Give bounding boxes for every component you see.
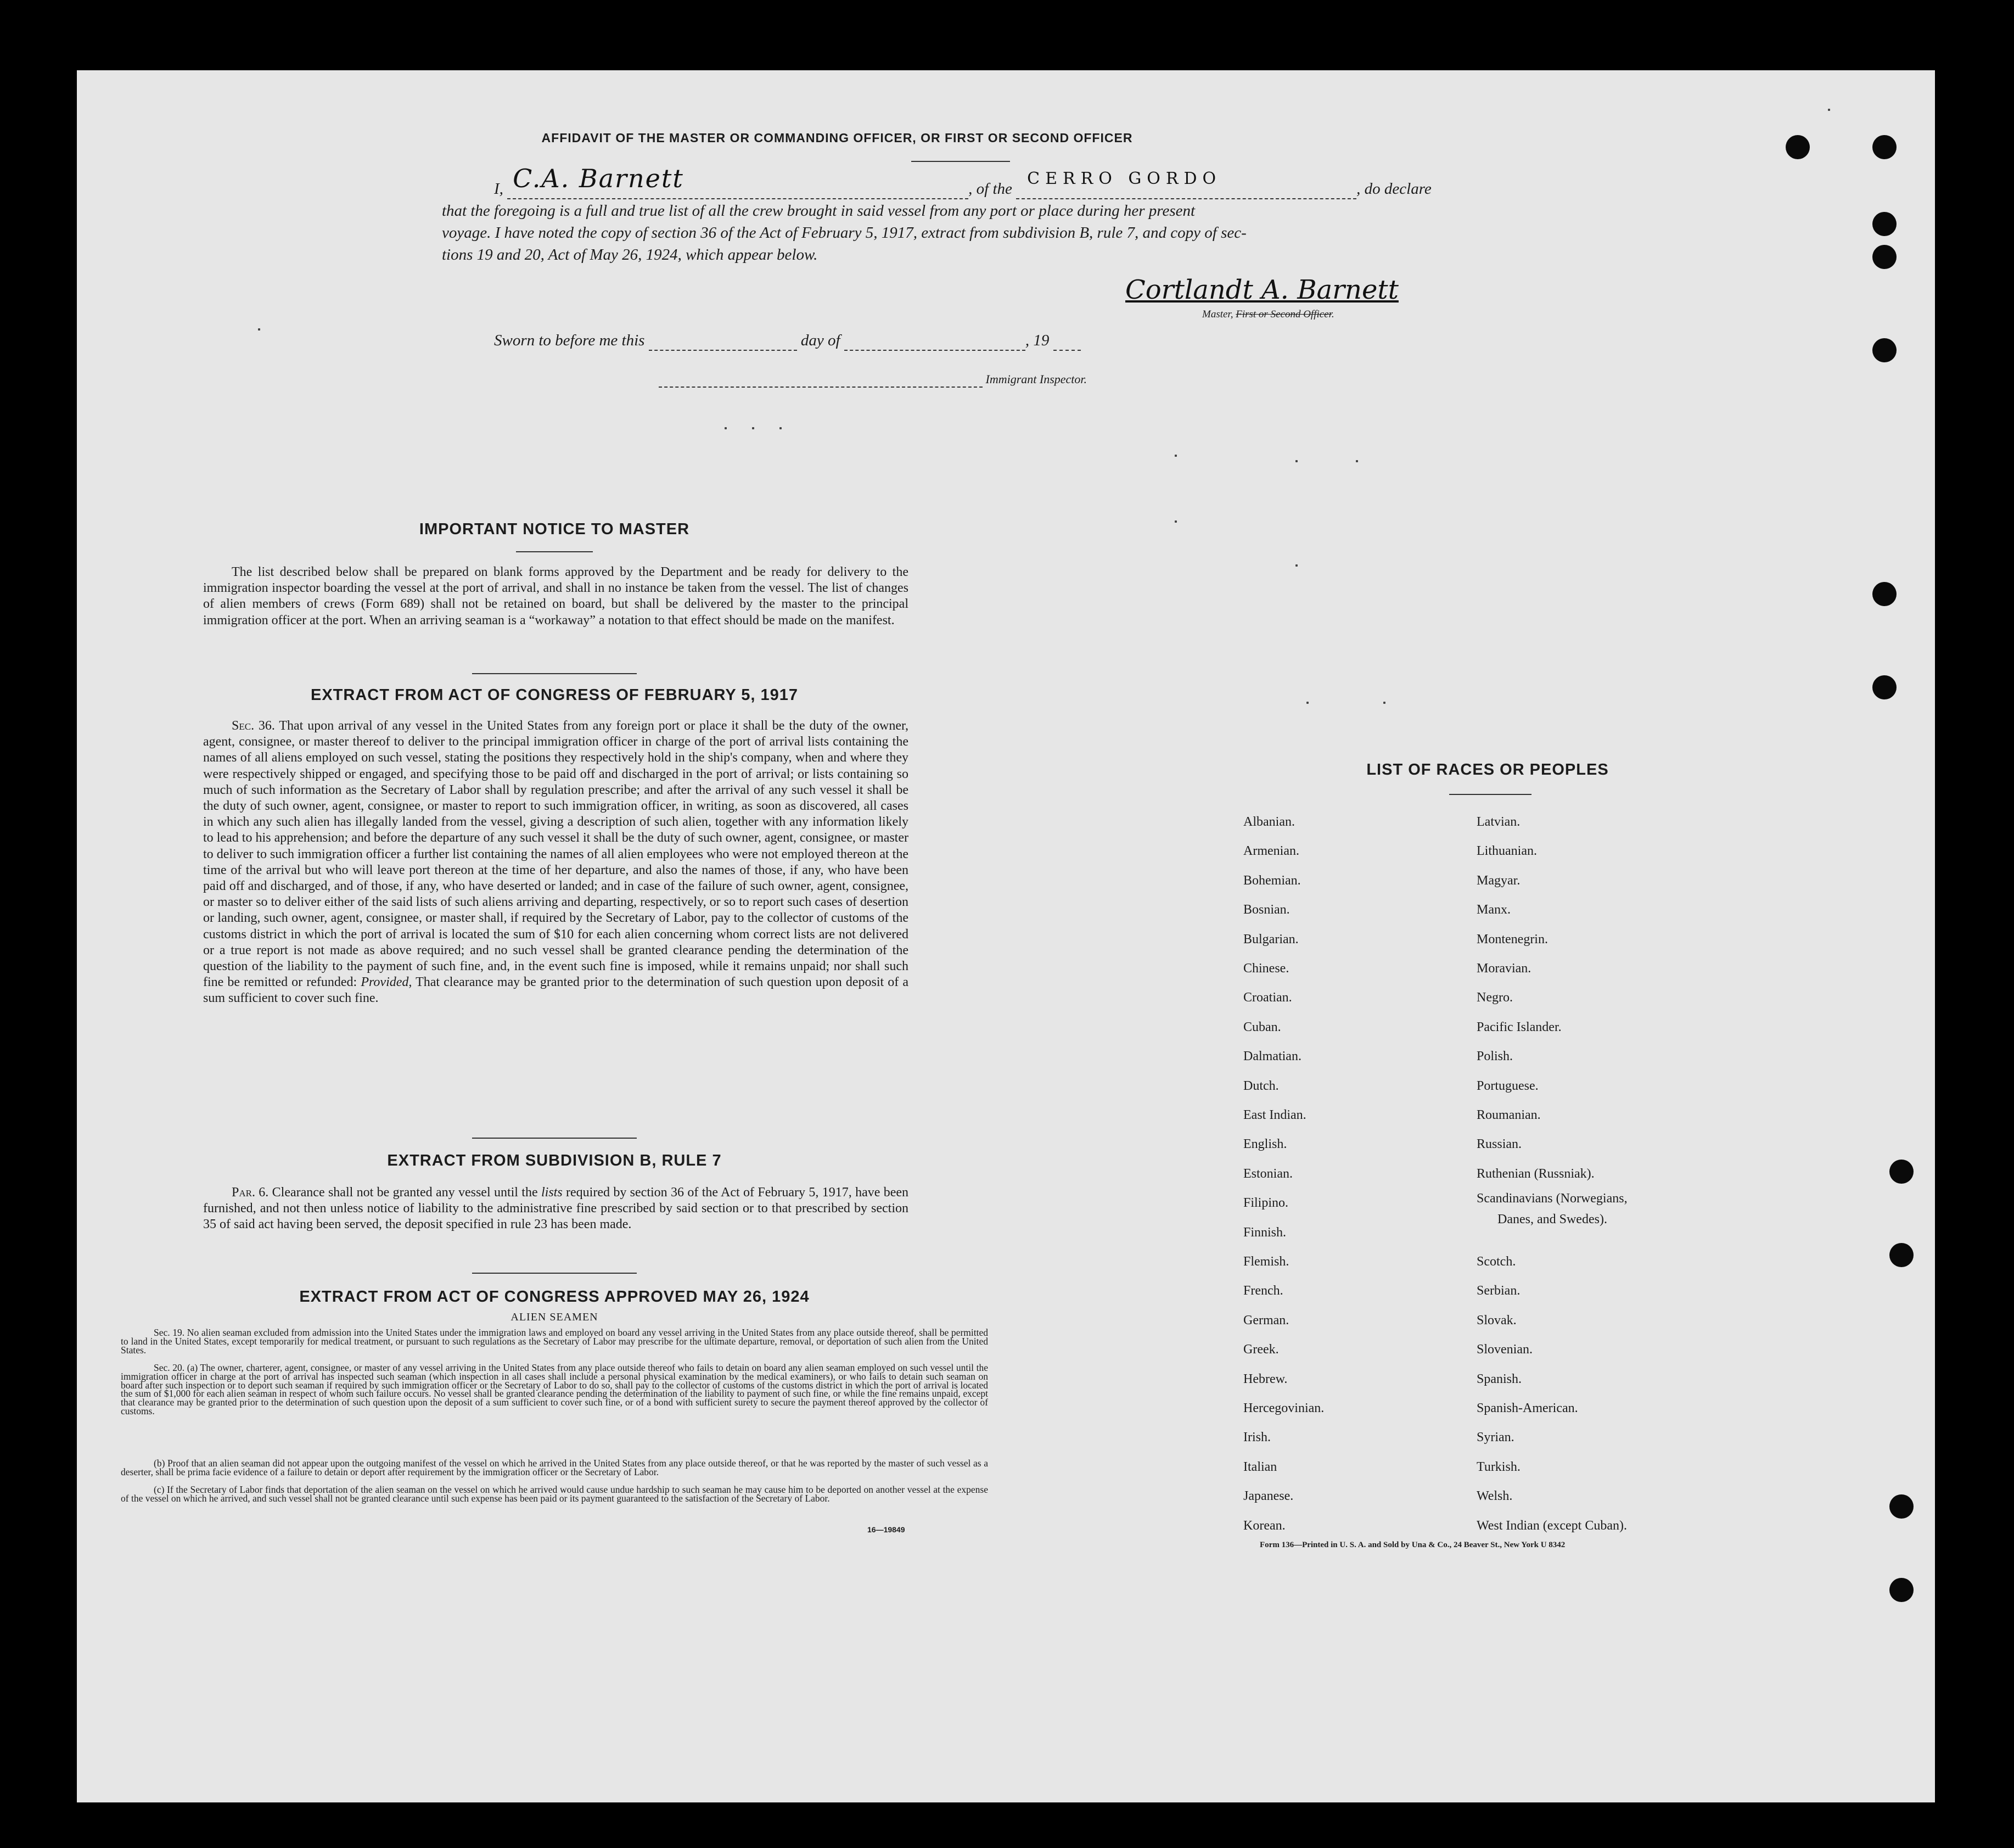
race-item: Hebrew. [1243,1371,1288,1386]
speck [752,427,754,429]
master-signature: Cortlandt A. Barnett [1125,275,1399,305]
race-item: Scotch. [1477,1255,1516,1269]
section-19-text: Sec. 19. No alien seaman excluded from admission into the United States under the immigration laws and employed on board any vessel arriving in the United States from any place outside thereof, shall be permitted to land in the United States, except temporarily for medical treatment, or pursuant to such regulations as the Secretary of Labor may prescribe for the ultimate departure, removal, or deportation of such alien from the United States. [121,1327,988,1356]
section-36-text: That upon arrival of any vessel in the United States from any foreign port or place it shall be the duty of the owner, agent, consignee, or master thereof to deliver to the principal immigration officer in charge of the port of arrival lists containing the names of all aliens employed on such vessel, stating the positions they respectively hold in the ship's company, when and where they were respectively shipped or engaged, and specifying those to be paid off and discharged in the port of arrival; or lists containing so much of such information as the Secretary of Labor shall by regulation prescribe; and after the arrival of any such vessel it shall be the duty of such owner, agent, consignee, or master to report to such immigration officer, in writing, as soon as discovered, all cases in which any such alien has illegally landed from the vessel, giving a description of such alien, together with any information likely to lead to his apprehension; and before the departure of any such vessel it shall be the duty of such owner, agent, consignee, or master to deliver to such immigration officer a further list containing the names of all alien employees who were not employed thereon at the time of the arrival but who will leave port thereon at the time of her departure, and also the names of those, if any, who have been paid off and discharged, and of those, if any, who have deserted or landed; and in case of the failure of such owner, agent, consignee, or master so to deliver either of the said lists of such aliens arriving and departing, respectively, or so to report such cases of desertion or landing, such owner, agent, consignee, or master shall, if required by the Secretary of Labor, pay to the collector of customs of the customs district in which the port of arrival is located the sum of $10 for each alien concerning whom correct lists are not delivered or a true report is not made as above required; and no such vessel shall be granted clearance pending the determination of the question of the liability to the payment of such fine, and, in the event such fine is imposed, while it remains unpaid; nor shall such fine be remitted or refunded: [203,719,908,990]
caption-master: Master, [1202,309,1233,320]
race-item: Slovak. [1477,1313,1517,1328]
race-item: Irish. [1243,1430,1271,1445]
race-item: Scandinavians (Norwegians, [1477,1191,1628,1206]
affidavit-line4: tions 19 and 20, Act of May 26, 1924, which appear below. [442,246,818,264]
punch-hole [1889,1494,1914,1519]
affidavit-i: I, [494,180,503,198]
paragraph-6-text-a: Clearance shall not be granted any vessel until the [272,1185,538,1200]
punch-hole [1872,338,1897,362]
race-item: Syrian. [1477,1430,1514,1445]
sworn-line [494,332,1081,351]
race-item: Ruthenian (Russniak). [1477,1166,1595,1181]
race-item: Slovenian. [1477,1342,1533,1357]
punch-hole [1872,675,1897,699]
divider [472,1273,637,1274]
race-item: Montenegrin. [1477,932,1548,947]
speck [1175,455,1177,457]
race-item: Welsh. [1477,1489,1513,1504]
race-item: Bohemian. [1243,873,1301,888]
rule-7-text [203,1185,908,1233]
divider [516,551,593,552]
race-item: Dutch. [1243,1078,1279,1093]
vessel-name-handwriting: CERRO GORDO [1027,169,1222,188]
speck [1295,564,1298,567]
race-item: Filipino. [1243,1196,1289,1211]
punch-hole [1889,1578,1914,1602]
race-item: Bulgarian. [1243,932,1299,947]
master-name-field [507,164,968,199]
extract-1917-text [203,718,908,1007]
punch-hole [1872,582,1897,606]
punch-hole [1889,1160,1914,1184]
alien-seamen-subtitle: ALIEN SEAMEN [510,1311,598,1323]
section-36-label: Sec. 36. [232,719,275,733]
section-20b-text: (b) Proof that an alien seaman did not appear upon the outgoing manifest of the vessel on which he arrived in the United States from any place outside thereof, or that he was reported by the master of such vessel as a deserter, shall be prima facie evidence of a failure to detain or deport after requirement by the immigration officer or the Secretary of Labor. [121,1458,988,1477]
notice-title: IMPORTANT NOTICE TO MASTER [419,520,690,538]
race-item: Roumanian. [1477,1108,1541,1122]
speck [1828,109,1830,111]
race-item: Chinese. [1243,961,1289,976]
race-item: Lithuanian. [1477,844,1537,859]
race-item: Turkish. [1477,1459,1521,1474]
race-item: English. [1243,1137,1287,1152]
speck [258,328,260,331]
caption-struck-officer: First or Second Officer [1236,309,1332,320]
race-item: Portuguese. [1477,1078,1539,1093]
race-item: Danes, and Swedes). [1497,1212,1607,1227]
affidavit-title: AFFIDAVIT OF THE MASTER OR COMMANDING OFFICER, OR FIRST OR SECOND OFFICER [541,131,1133,145]
signature-caption [1202,309,1334,321]
race-item: Greek. [1243,1342,1279,1357]
master-name-handwriting: C.A. Barnett [513,164,684,193]
section-36-proviso: That clearance may be granted prior to the determination of such question upon deposit of a sum sufficient to cover such fine. [203,975,908,1006]
race-item: Spanish. [1477,1371,1522,1386]
paragraph-6-label: Par. 6. [232,1185,269,1200]
paragraph-6-text-b: required by section 36 of the Act of February 5, 1917, have been furnished, and not then unless notice of liability to the administrative fine prescribed by said section or to that prescribed by section 35 of said act having been served, the deposit specified in rule 23 has been made. [203,1185,909,1232]
form-footer: Form 136—Printed in U. S. A. and Sold by Una & Co., 24 Beaver St., New York U 8342 [1260,1541,1566,1549]
divider [472,673,637,674]
speck [1383,702,1385,704]
race-item: Estonian. [1243,1166,1293,1181]
race-item: Hercegovinian. [1243,1401,1325,1415]
divider [911,161,1010,162]
race-item: Moravian. [1477,961,1531,976]
section-20a-text: Sec. 20. (a) The owner, charterer, agent, consignee, or master of any vessel arriving in the United States from any place outside thereof who fails to detain on board any alien seaman employed on such vessel until the immigration officer in charge at the port of arrival has inspected such seaman (which inspection in all cases shall include a personal physical examination by the medical examiners), or who fails to detain such seaman on board after such inspection or to deport such seaman if required by such immigration officer or the Secretary of Labor to do so, shall pay to the collector of customs of the customs district in which the port of arrival is located the sum of $1,000 for each alien seaman in respect of whom such failure occurs. No vessel shall be granted clearance pending the determination of the liability to payment of such fine, or while the fine remains unpaid, except that clearance may be granted prior to the determination of such question upon the deposit of a sum sufficient to cover such fine, or of a bond with sufficient surety to secure the payment thereof approved by the collector of customs. [121,1362,988,1416]
inspector-label: Immigrant Inspector. [985,372,1087,386]
punch-hole [1786,135,1810,159]
divider [472,1138,637,1139]
punch-hole [1872,135,1897,159]
race-item: Flemish. [1243,1255,1289,1269]
notice-text: The list described below shall be prepared on blank forms approved by the Department and be ready for delivery to the immigration inspector boarding the vessel at the port of arrival, and shall in no instance be taken from the vessel. The list of changes of alien members of crews (Form 689) shall not be retained on board, but shall be delivered by the master to the principal immigration officer at the port. When an arriving seaman is a “workaway” a notation to that effect should be made on the manifest. [203,565,908,628]
sworn-year: , 19 [1025,332,1050,349]
sworn-day-field [649,332,797,351]
race-item: Japanese. [1243,1489,1294,1504]
race-item: Finnish. [1243,1225,1287,1240]
race-item: Magyar. [1477,873,1521,888]
affidavit-line1 [494,164,1432,199]
race-item: Bosnian. [1243,903,1290,917]
sworn-year-field [1053,332,1081,351]
race-item: German. [1243,1313,1289,1328]
affidavit-line2: that the foregoing is a full and true list of all the crew brought in said vessel from any port or place during her present [442,202,1196,220]
race-item: Serbian. [1477,1284,1521,1298]
speck [1175,520,1177,523]
document-page [77,70,1935,1802]
race-item: Albanian. [1243,815,1295,829]
provided-word: Provided, [361,975,412,990]
sworn-day-of: day of [800,332,840,349]
inspector-line [659,372,1087,388]
race-item: Spanish-American. [1477,1401,1578,1415]
rule-7-title: EXTRACT FROM SUBDIVISION B, RULE 7 [387,1152,722,1169]
race-item: Cuban. [1243,1020,1281,1034]
affidavit-declare: , do declare [1356,180,1432,198]
sworn-text: Sworn to before me this [494,332,645,349]
vessel-name-field [1016,169,1356,199]
race-item: Italian [1243,1459,1277,1474]
punch-hole [1889,1243,1914,1267]
section-20c-text: (c) If the Secretary of Labor finds that deportation of the alien seaman on the vessel on which he arrived would cause undue hardship to such seaman he may cause him to be deported on another vessel at the expense of the vessel on which he arrived, and such vessel shall not be granted clearance until such expense has been paid or its payment guaranteed to the satisfaction of the Secretary of Labor. [121,1484,988,1504]
race-item: Dalmatian. [1243,1049,1301,1064]
inspector-signature-field [659,372,983,388]
race-item: Negro. [1477,990,1513,1005]
race-item: Croatian. [1243,990,1292,1005]
extract-1917-title: EXTRACT FROM ACT OF CONGRESS OF FEBRUARY 5, 1917 [310,686,799,704]
sworn-month-field [844,332,1025,351]
caption-end: . [1331,309,1334,320]
punch-hole [1872,212,1897,236]
speck [725,427,727,429]
race-item: Armenian. [1243,844,1299,859]
races-title: LIST OF RACES OR PEOPLES [1366,761,1609,779]
race-item: Manx. [1477,903,1511,917]
extract-1924-title: EXTRACT FROM ACT OF CONGRESS APPROVED MAY 26, 1924 [299,1288,810,1306]
race-item: Russian. [1477,1137,1522,1152]
lists-word: lists [541,1185,563,1200]
punch-hole [1872,245,1897,269]
race-item: West Indian (except Cuban). [1477,1518,1627,1533]
race-item: Korean. [1243,1518,1286,1533]
speck [1306,702,1309,704]
affidavit-line3: voyage. I have noted the copy of section 36 of the Act of February 5, 1917, extract from subdivision B, rule 7, and copy of sec- [442,224,1247,242]
speck [1295,460,1298,462]
race-item: Latvian. [1477,815,1521,829]
race-item: French. [1243,1284,1283,1298]
race-item: Pacific Islander. [1477,1020,1562,1034]
race-item: East Indian. [1243,1108,1306,1122]
print-code: 16—19849 [867,1525,905,1534]
speck [779,427,782,429]
affidavit-of-the: , of the [968,180,1012,198]
divider [1449,794,1531,795]
race-item: Polish. [1477,1049,1513,1064]
speck [1356,460,1358,462]
